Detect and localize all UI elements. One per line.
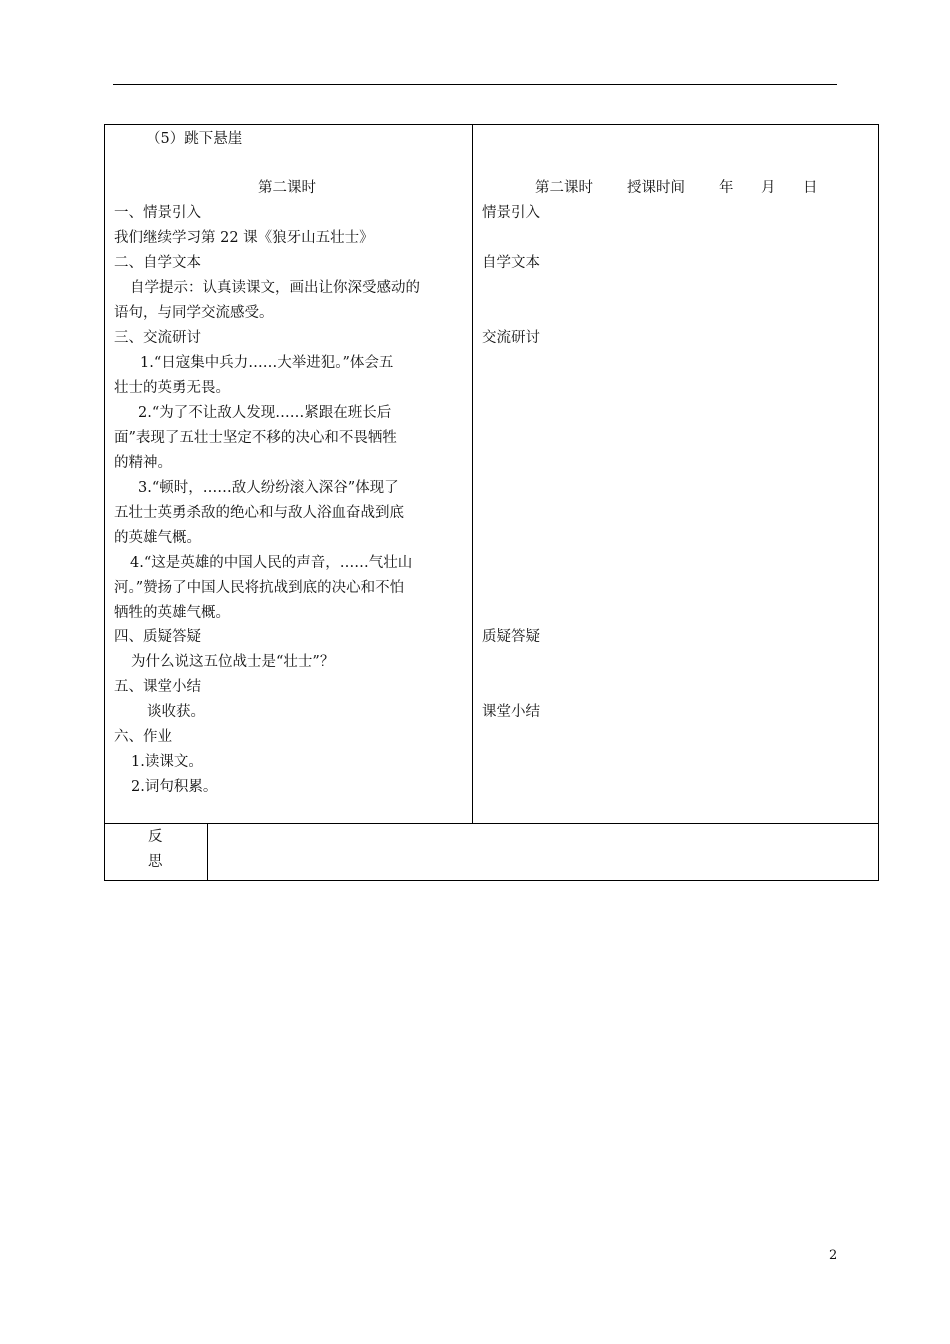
item-3-line3: 的英雄气概。 — [114, 530, 201, 546]
section-3-heading: 三、交流研讨 — [114, 330, 201, 346]
header-rule — [113, 84, 837, 85]
section-4-text: 为什么说这五位战士是“壮士”？ — [131, 654, 335, 670]
page-number: 2 — [829, 1248, 838, 1263]
note-scene-intro: 情景引入 — [482, 205, 540, 221]
item-4-line3: 牺牲的英雄气概。 — [114, 605, 230, 621]
lesson-plan-table — [104, 124, 879, 881]
section-2-text-line1: 自学提示：认真读课文，画出让你深受感动的 — [130, 280, 420, 296]
item-2-line1: 2.“为了不让敌人发现……紧跟在班长后 — [138, 405, 392, 421]
reflection-divider — [207, 823, 208, 881]
item-4-line1: 4.“这是英雄的中国人民的声音，……气壮山 — [130, 555, 413, 571]
section-1-text: 我们继续学习第 22 课《狼牙山五壮士》 — [114, 230, 374, 246]
prev-item: （5）跳下悬崖 — [146, 131, 243, 147]
item-2-line2: 面”表现了五壮士坚定不移的决心和不畏牺牲 — [114, 430, 397, 446]
month-label: 月 — [761, 180, 776, 196]
section-5-text: 谈收获。 — [147, 704, 205, 720]
item-1-line1: 1.“日寇集中兵力……大举进犯。”体会五 — [140, 355, 394, 371]
lesson-heading: 第二课时 — [258, 180, 316, 196]
item-2-line3: 的精神。 — [114, 455, 172, 471]
note-self-study: 自学文本 — [482, 255, 540, 271]
note-discussion: 交流研讨 — [482, 330, 540, 346]
item-3-line2: 五壮士英勇杀敌的绝心和与敌人浴血奋战到底 — [114, 505, 404, 521]
teaching-time-label: 授课时间 — [627, 180, 685, 196]
homework-2: 2.词句积累。 — [131, 779, 218, 795]
homework-1: 1.读课文。 — [131, 754, 203, 770]
item-3-line1: 3.“顿时，……敌人纷纷滚入深谷”体现了 — [138, 480, 399, 496]
item-4-line2: 河。”赞扬了中国人民将抗战到底的决心和不怕 — [114, 580, 405, 596]
day-label: 日 — [803, 180, 818, 196]
row-divider — [105, 823, 878, 824]
section-4-heading: 四、质疑答疑 — [114, 629, 201, 645]
note-questions: 质疑答疑 — [482, 629, 540, 645]
item-1-line2: 壮士的英勇无畏。 — [114, 380, 230, 396]
reflection-char-1: 反 — [148, 829, 163, 845]
section-2-text-line2: 语句，与同学交流感受。 — [114, 305, 274, 321]
column-divider — [472, 125, 473, 823]
right-lesson-label: 第二课时 — [535, 180, 593, 196]
reflection-char-2: 思 — [148, 854, 163, 870]
section-2-heading: 二、自学文本 — [114, 255, 201, 271]
note-summary: 课堂小结 — [482, 704, 540, 720]
section-5-heading: 五、课堂小结 — [114, 679, 201, 695]
year-label: 年 — [719, 180, 734, 196]
section-6-heading: 六、作业 — [114, 729, 172, 745]
section-1-heading: 一、情景引入 — [114, 205, 201, 221]
